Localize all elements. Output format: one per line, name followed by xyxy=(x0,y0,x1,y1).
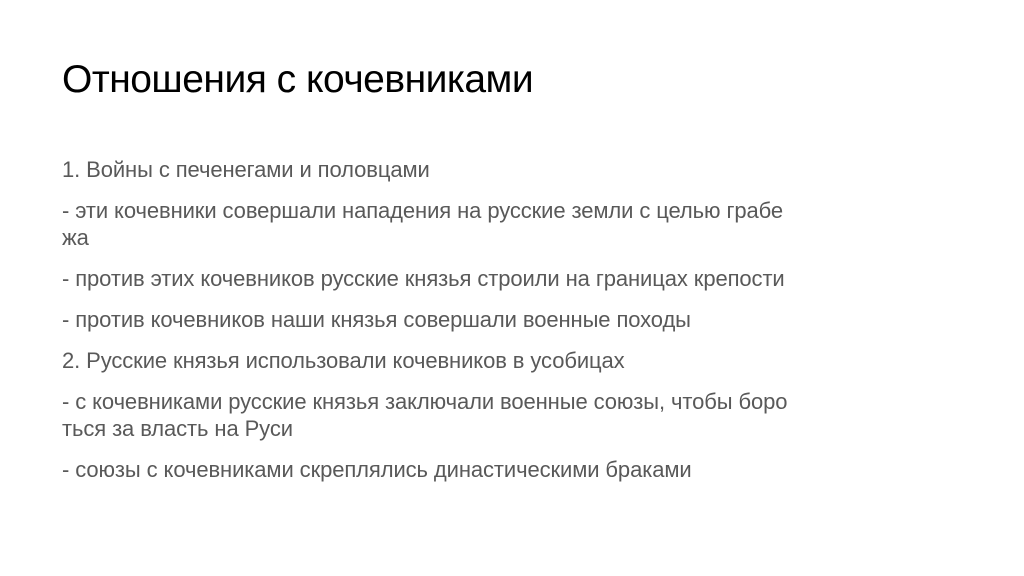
body-line-4 xyxy=(62,306,942,333)
body-line-4-text: - против кочевников наши князья совершали военные походы xyxy=(62,307,691,332)
body-line-7 xyxy=(62,456,942,483)
slide-body xyxy=(62,156,942,497)
body-line-1-text: 1. Войны с печенегами и половцами xyxy=(62,157,430,182)
body-line-2-text-b: жа xyxy=(62,225,89,250)
body-line-5 xyxy=(62,347,942,374)
body-line-3-text: - против этих кочевников русские князья строили на границах крепости xyxy=(62,266,785,291)
body-line-2 xyxy=(62,197,942,251)
body-line-3 xyxy=(62,265,942,292)
body-line-6 xyxy=(62,388,942,442)
body-line-7-text: - союзы с кочевниками скреплялись династическими браками xyxy=(62,457,692,482)
body-line-2-text-a: - эти кочевники совершали нападения на русские земли с целью грабе xyxy=(62,198,784,223)
body-line-5-text: 2. Русские князья использовали кочевников в усобицах xyxy=(62,348,625,373)
body-line-6-text-b: ться за власть на Руси xyxy=(62,416,293,441)
body-line-6-text-a: - с кочевниками русские князья заключали военные союзы, чтобы боро xyxy=(62,389,788,414)
body-line-1 xyxy=(62,156,942,183)
slide-title: Отношения с кочевниками xyxy=(62,58,534,101)
